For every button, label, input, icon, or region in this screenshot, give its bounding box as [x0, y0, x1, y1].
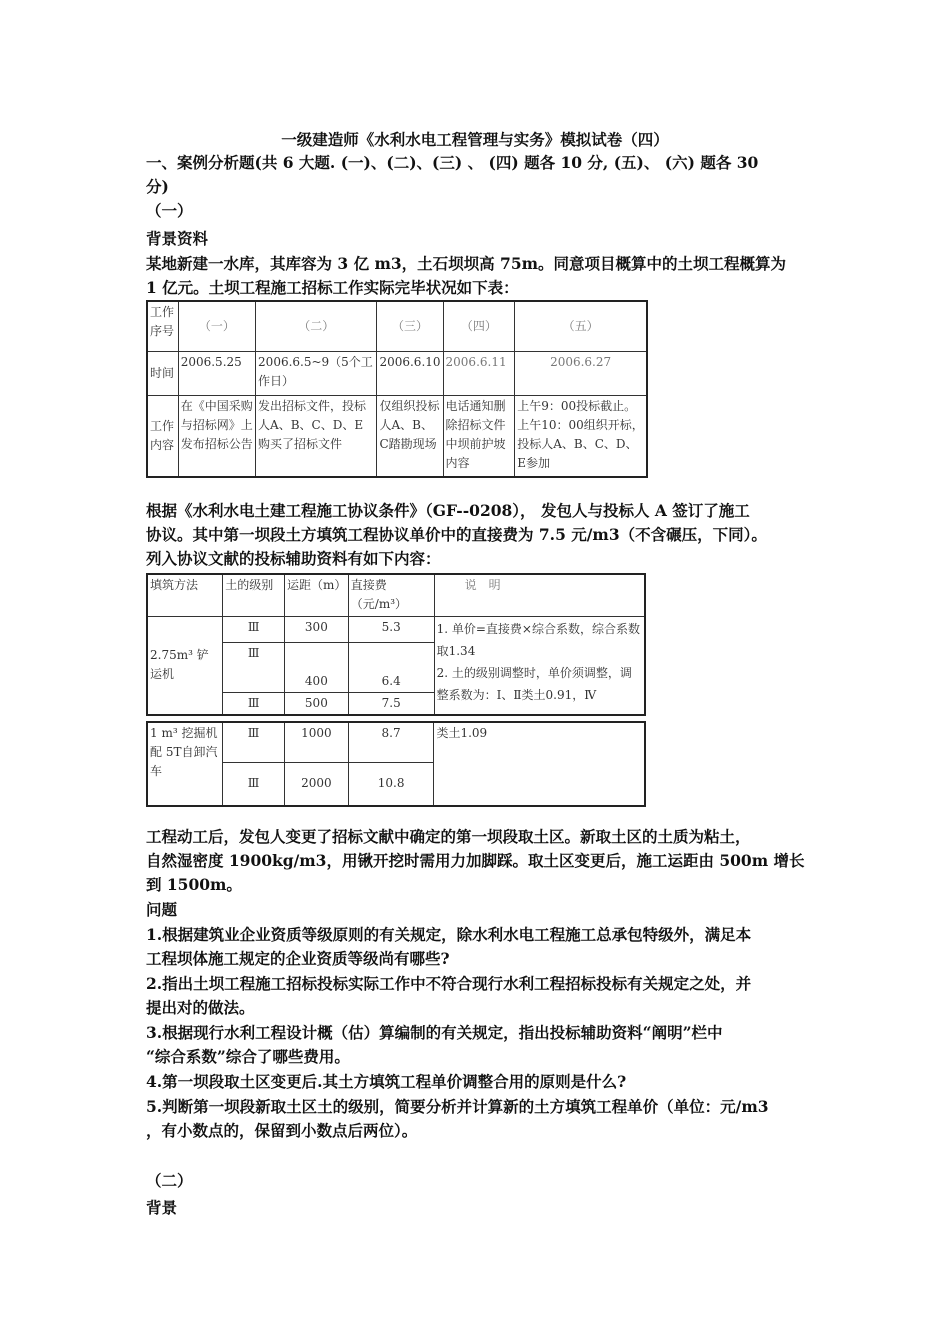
- table-cell: 6.4: [348, 642, 434, 692]
- table-cell: 5.3: [348, 616, 434, 642]
- table-row: [147, 722, 645, 762]
- note-line: 2. 土的级别调整时，单价须调整，调整系数为：Ⅰ、Ⅱ类土0.91，Ⅳ: [436, 665, 632, 702]
- question-line: 5.判断第一坝段新取土区土的级别，简要分析并计算新的土方填筑工程单价（单位：元/m3: [146, 1097, 769, 1116]
- bid-auxiliary-table-part2: [146, 721, 646, 807]
- para3-line2: 自然湿密度 1900kg/m3，用锹开挖时需用力加脚踩。取土区变更后，施工运距由 500m 增长: [146, 851, 805, 870]
- header-col: （四）: [443, 301, 515, 351]
- header-col: （二）: [256, 301, 377, 351]
- case2-label: （二）: [146, 1171, 193, 1190]
- question-line: 4.第一坝段取土区变更后.其土方填筑工程单价调整合用的原则是什么?: [146, 1072, 627, 1091]
- para2-line1: 根据《水利水电土建工程施工协议条件》（GF--0208）， 发包人与投标人 A 签订了施工: [146, 501, 750, 520]
- para2-line3: 列入协议文献的投标辅助资料有如下内容：: [146, 549, 441, 568]
- table-cell: 2006.6.5~9（5个工作日）: [256, 351, 377, 395]
- question-line: 工程坝体施工规定的企业资质等级尚有哪些?: [146, 949, 450, 968]
- table-cell: 8.7: [348, 722, 434, 762]
- question-line: 1.根据建筑业企业资质等级原则的有关规定，除水利水电工程施工总承包特级外，满足本: [146, 925, 752, 944]
- table-cell: 上午9：00投标截止。上午10：00组织开标，投标人A、B、C、D、E参加: [515, 395, 647, 477]
- method-excavator: 1 m³ 挖掘机配 5T自卸汽车: [147, 722, 223, 806]
- para3-line1: 工程动工后，发包人变更了招标文献中确定的第一坝段取土区。新取土区的土质为粘土，: [146, 827, 751, 846]
- para3-line3: 到 1500m。: [146, 875, 242, 894]
- header-distance: 运距（m）: [284, 574, 348, 616]
- table-cell: 发出招标文件，投标人A、B、C、D、E购买了招标文件: [256, 395, 377, 477]
- table-cell: 400: [284, 642, 348, 692]
- table-cell: Ⅲ: [223, 762, 285, 806]
- question-line: 提出对的做法。: [146, 998, 255, 1017]
- table-cell: Ⅲ: [223, 616, 285, 642]
- question-line: ，有小数点的，保留到小数点后两位）。: [146, 1121, 418, 1140]
- table-cell: Ⅲ: [223, 722, 285, 762]
- bid-auxiliary-table-part1: [146, 573, 646, 716]
- section-heading-cont: 分): [146, 177, 169, 196]
- row-label-content: 工作内容: [147, 395, 178, 477]
- table-cell: 7.5: [348, 692, 434, 715]
- table-cell: 2000: [284, 762, 348, 806]
- table-cell: 在《中国采购与招标网》上发布招标公告: [178, 395, 255, 477]
- document-title: 一级建造师《水利水电工程管理与实务》模拟试卷（四）: [281, 130, 669, 149]
- table-cell: 电话通知删除招标文件中坝前护坡内容: [443, 395, 515, 477]
- table-cell: 2006.6.27: [515, 351, 647, 395]
- header-work-no: 工作序号: [147, 301, 178, 351]
- table-cell: 10.8: [348, 762, 434, 806]
- table-header-row: [147, 574, 645, 616]
- header-col: （五）: [515, 301, 647, 351]
- notes-cell: [434, 616, 645, 715]
- case2-background-label: 背景: [146, 1198, 178, 1217]
- section-heading: 一、案例分析题(共 6 大题. (一)、(二)、(三) 、 (四) 题各 10 分, (五)、 (六) 题各 30: [146, 153, 759, 172]
- note-line: 1. 单价=直接费×综合系数，综合系数取1.34: [436, 621, 640, 658]
- table-cell: 仅组织投标人A、B、C踏勘现场: [377, 395, 443, 477]
- table-cell: 2006.5.25: [178, 351, 255, 395]
- table-cell: Ⅲ: [223, 642, 285, 692]
- method-scraper: 2.75m³ 铲运机: [147, 616, 223, 715]
- header-direct-cost: 直接费（元/m³）: [348, 574, 434, 616]
- table-cell: 500: [284, 692, 348, 715]
- bidding-schedule-table: [146, 300, 648, 478]
- header-soil-grade: 土的级别: [223, 574, 285, 616]
- questions-label: 问题: [146, 900, 178, 919]
- table-cell: 2006.6.10: [377, 351, 443, 395]
- table-row-content: [147, 395, 647, 477]
- table-row: [147, 616, 645, 642]
- question-line: 2.指出土坝工程施工招标投标实际工作中不符合现行水利工程招标投标有关规定之处，并: [146, 974, 752, 993]
- table-cell: Ⅲ: [223, 692, 285, 715]
- table-cell: 300: [284, 616, 348, 642]
- table-row-time: [147, 351, 647, 395]
- header-col: （一）: [178, 301, 255, 351]
- header-fill-method: 填筑方法: [147, 574, 223, 616]
- case1-intro-line2: 1 亿元。土坝工程施工招标工作实际完毕状况如下表：: [146, 278, 519, 297]
- table-cell: 2006.6.11: [443, 351, 515, 395]
- para2-line2: 协议。其中第一坝段土方填筑工程协议单价中的直接费为 7.5 元/m3（不含碾压，下同）。: [146, 525, 767, 544]
- question-line: 3.根据现行水利工程设计概（估）算编制的有关规定，指出投标辅助资料“阐明”栏中: [146, 1023, 723, 1042]
- question-line: “综合系数”综合了哪些费用。: [146, 1047, 350, 1066]
- row-label-time: 时间: [147, 351, 178, 395]
- note-line: 类土1.09: [434, 722, 645, 806]
- case1-intro-line1: 某地新建一水库，其库容为 3 亿 m3，土石坝坝高 75m。同意项目概算中的土坝工程概算为: [146, 254, 787, 273]
- table-header-row: [147, 301, 647, 351]
- case1-background-label: 背景资料: [146, 229, 209, 248]
- case1-label: （一）: [146, 201, 193, 220]
- table-cell: 1000: [284, 722, 348, 762]
- header-notes: 说 明: [434, 574, 645, 616]
- header-col: （三）: [377, 301, 443, 351]
